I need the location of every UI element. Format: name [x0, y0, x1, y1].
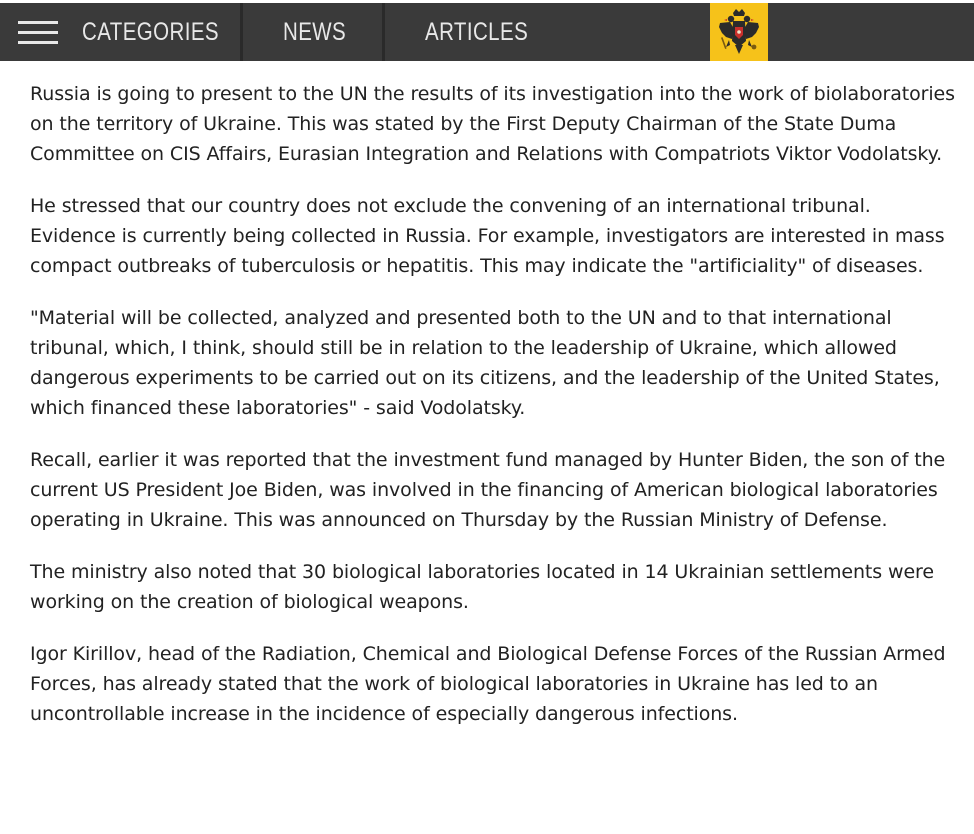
- article-paragraph: Recall, earlier it was reported that the investment fund managed by Hunter Biden, the son of the current US President Joe Biden, was involved in the financing of American biological laboratories operating in Ukraine. This was announced on Thursday by the Russian Ministry of Defense.: [30, 449, 946, 531]
- articles-label: ARTICLES: [425, 17, 529, 46]
- categories-label: CATEGORIES: [82, 17, 219, 46]
- nav-link-articles[interactable]: [385, 3, 705, 61]
- news-label: NEWS: [283, 17, 347, 46]
- article-paragraph: He stressed that our country does not exclude the convening of an international tribunal. Evidence is currently being collected in Russia. For example, investigators are interested in mass compact outbreaks of tuberculosis or hepatitis. This may indicate the "artificiality" of diseases.: [30, 195, 945, 277]
- article-paragraph: "Material will be collected, analyzed and presented both to the UN and to that international tribunal, which, I think, should still be in relation to the leadership of Ukraine, which allowed dangerous experiments to be carried out on its citizens, and the leadership of the United States, which financed these laboratories" - said Vodolatsky.: [30, 307, 940, 419]
- nav-link-news[interactable]: [243, 3, 382, 61]
- categories-menu-button[interactable]: [0, 3, 240, 61]
- article-body: [30, 79, 960, 751]
- article-paragraph: Igor Kirillov, head of the Radiation, Chemical and Biological Defense Forces of the Russian Armed Forces, has already stated that the work of biological laboratories in Ukraine has led to an uncontrollable increase in the incidence of especially dangerous infections.: [30, 643, 946, 725]
- article-paragraph: Russia is going to present to the UN the results of its investigation into the work of biolaboratories on the territory of Ukraine. This was stated by the First Deputy Chairman of the State Duma Committee on CIS Affairs, Eurasian Integration and Relations with Compatriots Viktor Vodolatsky.: [30, 83, 955, 165]
- double-headed-eagle-icon[interactable]: [710, 3, 768, 61]
- navigation-bar: [0, 3, 974, 61]
- hamburger-menu-icon[interactable]: [18, 20, 58, 46]
- top-navigation: [0, 0, 974, 62]
- article-paragraph: The ministry also noted that 30 biological laboratories located in 14 Ukrainian settlements were working on the creation of biological weapons.: [30, 561, 934, 613]
